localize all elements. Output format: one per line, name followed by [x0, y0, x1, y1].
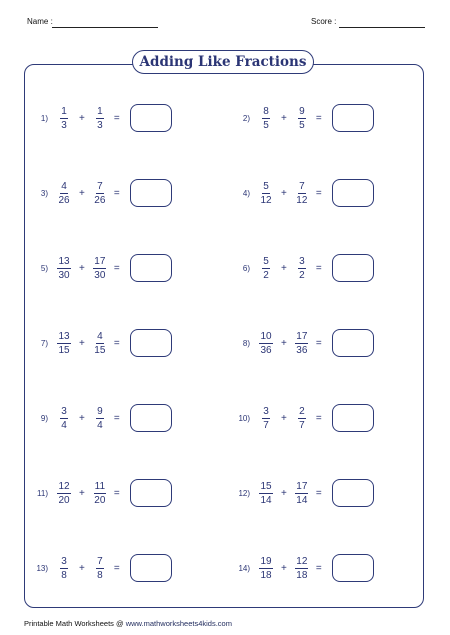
problem-13: [24, 553, 172, 583]
plus-sign: +: [281, 487, 287, 499]
denominator: 4: [97, 419, 103, 431]
fraction-a: [258, 256, 274, 281]
problem-4: [226, 178, 374, 208]
fraction-b: [92, 331, 108, 356]
problem-11: [24, 478, 172, 508]
plus-sign: +: [79, 562, 85, 574]
fraction-a: [258, 556, 274, 581]
fraction-a: [258, 481, 274, 506]
numerator: 4: [97, 330, 103, 342]
fraction-b: [92, 481, 108, 506]
worksheet-title: Adding Like Fractions: [139, 54, 307, 70]
plus-sign: +: [281, 562, 287, 574]
fraction-b: [294, 181, 310, 206]
fraction-a: [258, 181, 274, 206]
answer-box[interactable]: [130, 104, 172, 132]
numerator: 3: [61, 555, 67, 567]
denominator: 15: [94, 344, 106, 356]
numerator: 9: [299, 105, 305, 117]
fraction-b: [92, 556, 108, 581]
denominator: 30: [94, 269, 106, 281]
fraction-a: [258, 331, 274, 356]
denominator: 26: [58, 194, 70, 206]
problem-number: 10): [238, 413, 250, 423]
fraction-b: [92, 256, 108, 281]
numerator: 1: [61, 105, 67, 117]
answer-box[interactable]: [332, 329, 374, 357]
equals-sign: =: [315, 412, 322, 424]
name-field[interactable]: [52, 27, 158, 28]
numerator: 9: [97, 405, 103, 417]
problem-number: 13): [36, 563, 48, 573]
equals-sign: =: [113, 187, 120, 199]
score-field[interactable]: [339, 27, 425, 28]
numerator: 7: [97, 180, 103, 192]
footer-url[interactable]: www.mathworksheets4kids.com: [125, 619, 232, 628]
numerator: 1: [97, 105, 103, 117]
numerator: 3: [299, 255, 305, 267]
problem-number: 1): [40, 113, 48, 123]
problem-8: [226, 328, 374, 358]
answer-box[interactable]: [332, 404, 374, 432]
footer-prefix: Printable Math Worksheets @: [24, 619, 126, 628]
denominator: 3: [97, 119, 103, 131]
problem-number: 12): [238, 488, 250, 498]
answer-box[interactable]: [130, 404, 172, 432]
fraction-b: [294, 481, 310, 506]
equals-sign: =: [315, 337, 322, 349]
fraction-b: [92, 181, 108, 206]
problem-number: 9): [40, 413, 48, 423]
problem-number: 6): [242, 263, 250, 273]
score-label: Score :: [311, 17, 337, 26]
numerator: 7: [97, 555, 103, 567]
fraction-b: [294, 556, 310, 581]
answer-box[interactable]: [332, 179, 374, 207]
fraction-a: [56, 256, 72, 281]
numerator: 17: [94, 255, 106, 267]
denominator: 20: [58, 494, 70, 506]
name-label: Name :: [27, 17, 53, 26]
problem-number: 5): [40, 263, 48, 273]
plus-sign: +: [281, 112, 287, 124]
answer-box[interactable]: [130, 479, 172, 507]
denominator: 2: [299, 269, 305, 281]
fraction-b: [92, 106, 108, 131]
denominator: 14: [260, 494, 272, 506]
numerator: 13: [58, 330, 70, 342]
numerator: 11: [94, 480, 106, 492]
plus-sign: +: [79, 187, 85, 199]
denominator: 4: [61, 419, 67, 431]
fraction-a: [56, 181, 72, 206]
plus-sign: +: [79, 262, 85, 274]
equals-sign: =: [113, 562, 120, 574]
denominator: 3: [61, 119, 67, 131]
plus-sign: +: [281, 337, 287, 349]
numerator: 13: [58, 255, 70, 267]
problem-number: 4): [242, 188, 250, 198]
problem-number: 14): [238, 563, 250, 573]
fraction-a: [258, 106, 274, 131]
title-badge: [132, 50, 314, 74]
denominator: 8: [97, 569, 103, 581]
denominator: 8: [61, 569, 67, 581]
numerator: 5: [263, 255, 269, 267]
numerator: 5: [263, 180, 269, 192]
numerator: 12: [58, 480, 70, 492]
equals-sign: =: [113, 337, 120, 349]
problem-number: 8): [242, 338, 250, 348]
equals-sign: =: [113, 112, 120, 124]
plus-sign: +: [281, 187, 287, 199]
problem-5: [24, 253, 172, 283]
denominator: 20: [94, 494, 106, 506]
equals-sign: =: [315, 262, 322, 274]
equals-sign: =: [113, 487, 120, 499]
numerator: 2: [299, 405, 305, 417]
denominator: 7: [263, 419, 269, 431]
numerator: 4: [61, 180, 67, 192]
numerator: 7: [299, 180, 305, 192]
plus-sign: +: [281, 412, 287, 424]
fraction-a: [56, 481, 72, 506]
problem-14: [226, 553, 374, 583]
denominator: 7: [299, 419, 305, 431]
answer-box[interactable]: [332, 554, 374, 582]
numerator: 17: [296, 480, 308, 492]
fraction-a: [56, 331, 72, 356]
equals-sign: =: [113, 412, 120, 424]
plus-sign: +: [79, 412, 85, 424]
equals-sign: =: [315, 487, 322, 499]
problem-number: 3): [40, 188, 48, 198]
problem-3: [24, 178, 172, 208]
fraction-a: [56, 106, 72, 131]
fraction-a: [258, 406, 274, 431]
answer-box[interactable]: [130, 179, 172, 207]
fraction-b: [294, 106, 310, 131]
denominator: 12: [260, 194, 272, 206]
numerator: 10: [260, 330, 272, 342]
fraction-a: [56, 556, 72, 581]
plus-sign: +: [281, 262, 287, 274]
problem-9: [24, 403, 172, 433]
problem-2: [226, 103, 374, 133]
equals-sign: =: [315, 112, 322, 124]
problem-number: 11): [37, 488, 48, 498]
problem-10: [226, 403, 374, 433]
numerator: 15: [260, 480, 272, 492]
footer: [24, 619, 232, 628]
fraction-b: [294, 331, 310, 356]
numerator: 3: [263, 405, 269, 417]
answer-box[interactable]: [130, 254, 172, 282]
numerator: 12: [296, 555, 308, 567]
answer-box[interactable]: [332, 104, 374, 132]
equals-sign: =: [315, 187, 322, 199]
numerator: 17: [296, 330, 308, 342]
problem-12: [226, 478, 374, 508]
numerator: 19: [260, 555, 272, 567]
denominator: 15: [58, 344, 70, 356]
problem-number: 2): [242, 113, 250, 123]
fraction-a: [56, 406, 72, 431]
numerator: 8: [263, 105, 269, 117]
plus-sign: +: [79, 112, 85, 124]
denominator: 36: [260, 344, 272, 356]
denominator: 2: [263, 269, 269, 281]
equals-sign: =: [315, 562, 322, 574]
denominator: 30: [58, 269, 70, 281]
numerator: 3: [61, 405, 67, 417]
denominator: 36: [296, 344, 308, 356]
fraction-b: [294, 256, 310, 281]
denominator: 18: [296, 569, 308, 581]
equals-sign: =: [113, 262, 120, 274]
problem-6: [226, 253, 374, 283]
fraction-b: [294, 406, 310, 431]
answer-box[interactable]: [130, 329, 172, 357]
denominator: 14: [296, 494, 308, 506]
denominator: 12: [296, 194, 308, 206]
answer-box[interactable]: [130, 554, 172, 582]
answer-box[interactable]: [332, 254, 374, 282]
denominator: 5: [263, 119, 269, 131]
denominator: 26: [94, 194, 106, 206]
plus-sign: +: [79, 337, 85, 349]
denominator: 18: [260, 569, 272, 581]
answer-box[interactable]: [332, 479, 374, 507]
fraction-b: [92, 406, 108, 431]
problem-1: [24, 103, 172, 133]
denominator: 5: [299, 119, 305, 131]
problem-number: 7): [40, 338, 48, 348]
problem-7: [24, 328, 172, 358]
plus-sign: +: [79, 487, 85, 499]
